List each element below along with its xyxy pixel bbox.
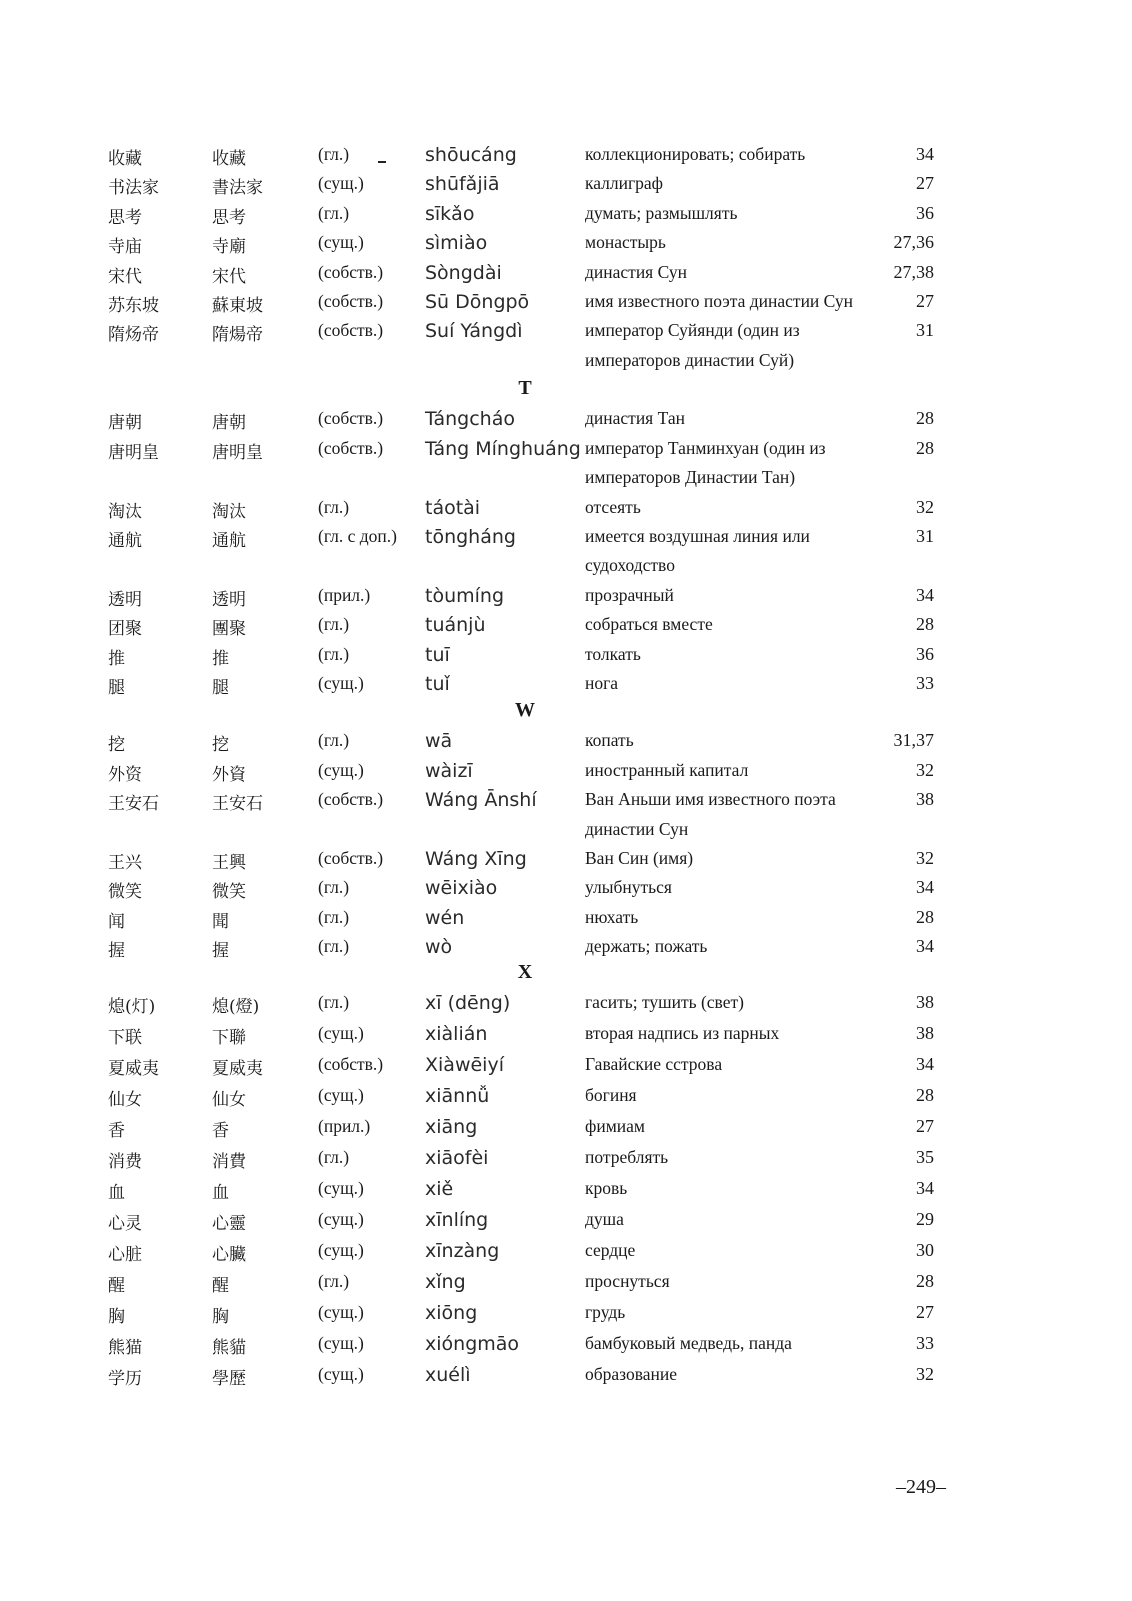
translation: имеется воздушная линия или (585, 526, 810, 546)
pinyin: Wáng Xīng (425, 848, 527, 870)
lesson-number: 28 (916, 906, 934, 927)
translation: душа (585, 1209, 624, 1230)
simplified-word: 仙女 (108, 1090, 142, 1111)
pinyin: wā (425, 730, 453, 753)
translation: Ван Син (имя) (585, 848, 694, 868)
glossary-entry (0, 1147, 1132, 1177)
lesson-number: 34 (916, 584, 934, 605)
lesson-number: 31 (916, 320, 934, 341)
section-letter: W (515, 699, 535, 721)
translation-continuation: императоров Династии Тан) (585, 467, 796, 488)
part-of-speech: (собств.) (318, 261, 384, 282)
glossary-entry (0, 992, 1132, 1022)
traditional-word: 微笑 (212, 882, 246, 903)
lesson-number: 27 (916, 291, 934, 311)
part-of-speech: (сущ.) (318, 1364, 364, 1385)
translation: толкать (585, 643, 641, 664)
simplified-word: 收藏 (108, 149, 142, 169)
simplified-word: 王兴 (108, 853, 142, 873)
lesson-number: 38 (916, 1023, 934, 1044)
part-of-speech: (сущ.) (318, 759, 364, 780)
part-of-speech: (сущ.) (318, 1209, 364, 1230)
glossary-entry (0, 262, 1132, 292)
glossary-entry (0, 1054, 1132, 1084)
glossary-entry (0, 730, 1132, 760)
lesson-number: 31,37 (893, 730, 934, 751)
translation: грудь (585, 1302, 626, 1323)
part-of-speech: (гл.) (318, 1147, 350, 1168)
lesson-number: 32 (916, 848, 934, 868)
traditional-word: 外資 (212, 764, 246, 785)
pinyin: xīnzàng (425, 1240, 500, 1263)
simplified-word: 消费 (108, 1152, 142, 1173)
glossary-entry (0, 848, 1132, 878)
pinyin: xiě (425, 1178, 454, 1201)
glossary-entry (0, 1085, 1132, 1115)
simplified-word: 隋炀帝 (108, 325, 159, 346)
lesson-number: 36 (916, 202, 934, 223)
traditional-word: 唐明皇 (212, 442, 263, 463)
glossary-entry (0, 907, 1132, 937)
translation-continuation: династии Сун (585, 818, 689, 839)
pinyin: Tángcháo (425, 408, 515, 431)
translation: нога (585, 673, 619, 693)
section-letter: X (517, 961, 533, 983)
translation: гасить; тушить (свет) (585, 992, 744, 1013)
pinyin: Suí Yángdì (425, 320, 523, 343)
glossary-entry (0, 614, 1132, 644)
part-of-speech: (гл.) (318, 496, 350, 517)
glossary-entry (0, 936, 1132, 966)
glossary-entry (0, 1302, 1132, 1332)
lesson-number: 35 (916, 1147, 934, 1168)
translation: богиня (585, 1085, 637, 1106)
page-number: –249– (896, 1476, 946, 1498)
pinyin: xióngmāo (425, 1333, 520, 1356)
traditional-word: 仙女 (212, 1090, 246, 1111)
translation: каллиграф (585, 173, 664, 194)
glossary-entry (0, 1178, 1132, 1208)
lesson-number: 27 (916, 1302, 934, 1323)
translation-continuation: императоров династии Суй) (585, 349, 795, 370)
traditional-word: 通航 (212, 531, 246, 551)
translation: нюхать (585, 906, 639, 927)
glossary-entry (0, 1116, 1132, 1146)
part-of-speech: (прил.) (318, 584, 371, 605)
simplified-word: 唐朝 (108, 413, 142, 434)
lesson-number: 32 (916, 496, 934, 517)
simplified-word: 淘汰 (108, 501, 142, 522)
simplified-word: 挖 (108, 735, 125, 756)
lesson-number: 38 (916, 789, 934, 810)
traditional-word: 握 (212, 941, 229, 962)
traditional-word: 蘇東坡 (212, 296, 263, 316)
lesson-number: 32 (916, 1364, 934, 1385)
pinyin: xiàlián (425, 1023, 488, 1046)
pinyin: wén (425, 906, 465, 929)
traditional-word: 團聚 (212, 619, 246, 640)
lesson-number: 27 (916, 1116, 934, 1137)
pinyin: shōucáng (425, 144, 517, 166)
lesson-number: 36 (916, 643, 934, 664)
part-of-speech: (сущ.) (318, 1085, 364, 1106)
lesson-number: 28 (916, 614, 934, 635)
glossary-entry (0, 789, 1132, 819)
translation: фимиам (585, 1116, 645, 1137)
glossary-entry (0, 497, 1132, 527)
glossary-entry (0, 1240, 1132, 1270)
simplified-word: 微笑 (108, 882, 142, 903)
simplified-word: 宋代 (108, 266, 142, 287)
translation: император Суйянди (один из (585, 320, 800, 341)
simplified-word: 腿 (108, 678, 125, 698)
glossary-entry (0, 438, 1132, 468)
traditional-word: 王安石 (212, 794, 263, 815)
part-of-speech: (гл.) (318, 992, 350, 1013)
section-letter: T (518, 377, 532, 399)
pinyin: wēixiào (425, 877, 498, 900)
pinyin: xī (dēng) (425, 992, 511, 1015)
translation: думать; размышлять (585, 202, 738, 223)
simplified-word: 外资 (108, 764, 142, 785)
translation: династия Тан (585, 408, 685, 429)
glossary-entry (0, 877, 1132, 907)
lesson-number: 34 (916, 936, 934, 957)
glossary-entry (0, 1333, 1132, 1363)
simplified-word: 透明 (108, 589, 142, 610)
simplified-word: 唐明皇 (108, 442, 159, 463)
glossary-entry (0, 144, 1132, 174)
part-of-speech: (гл. с доп.) (318, 526, 397, 546)
simplified-word: 胸 (108, 1307, 125, 1328)
simplified-word: 苏东坡 (108, 296, 159, 316)
translation: копать (585, 730, 634, 751)
pinyin: sìmiào (425, 232, 488, 255)
pinyin: xiāng (425, 1116, 478, 1139)
translation: коллекционировать; собирать (585, 144, 806, 164)
translation: вторая надпись из парных (585, 1023, 780, 1044)
glossary-entry (0, 232, 1132, 262)
glossary-entry (0, 585, 1132, 615)
translation: прозрачный (585, 584, 674, 605)
translation: потреблять (585, 1147, 669, 1168)
part-of-speech: (гл.) (318, 906, 350, 927)
lesson-number: 31 (916, 526, 934, 546)
traditional-word: 熄(燈) (212, 997, 260, 1018)
traditional-word: 血 (212, 1183, 229, 1204)
pinyin: xiāofèi (425, 1147, 489, 1170)
simplified-word: 下联 (108, 1028, 142, 1049)
part-of-speech: (сущ.) (318, 1333, 364, 1354)
traditional-word: 心靈 (212, 1214, 246, 1235)
lesson-number: 38 (916, 992, 934, 1013)
lesson-number: 30 (916, 1240, 934, 1261)
translation: отсеять (585, 496, 641, 517)
traditional-word: 香 (212, 1121, 229, 1142)
part-of-speech: (собств.) (318, 848, 384, 868)
translation: иностранный капитал (585, 759, 749, 780)
part-of-speech: (сущ.) (318, 673, 364, 693)
traditional-word: 消費 (212, 1152, 246, 1173)
translation: император Танминхуан (один из (585, 437, 826, 458)
traditional-word: 淘汰 (212, 501, 246, 522)
simplified-word: 闻 (108, 911, 125, 932)
simplified-word: 心灵 (108, 1214, 142, 1235)
pinyin: tuī (425, 643, 450, 666)
lesson-number: 34 (916, 877, 934, 898)
simplified-word: 推 (108, 648, 125, 669)
simplified-word: 血 (108, 1183, 125, 1204)
glossary-entry (0, 1364, 1132, 1394)
translation: образование (585, 1364, 678, 1385)
traditional-word: 思考 (212, 207, 246, 228)
pinyin: xīnlíng (425, 1209, 489, 1232)
traditional-word: 宋代 (212, 266, 246, 287)
simplified-word: 寺庙 (108, 237, 142, 258)
glossary-entry (0, 1209, 1132, 1239)
pinyin: xiōng (425, 1302, 478, 1325)
simplified-word: 熄(灯) (108, 997, 156, 1018)
part-of-speech: (гл.) (318, 877, 350, 898)
traditional-word: 學歷 (212, 1369, 246, 1390)
translation: династия Сун (585, 261, 687, 282)
part-of-speech: (сущ.) (318, 1178, 364, 1199)
translation: монастырь (585, 232, 666, 253)
translation: сердце (585, 1240, 636, 1261)
part-of-speech: (гл.) (318, 202, 350, 223)
glossary-entry (0, 408, 1132, 438)
part-of-speech: (сущ.) (318, 1240, 364, 1261)
part-of-speech: (гл.) (318, 730, 350, 751)
print-mark (378, 161, 386, 163)
traditional-word: 書法家 (212, 178, 263, 199)
glossary-entry (0, 526, 1132, 556)
lesson-number: 34 (916, 1054, 934, 1075)
pinyin: xǐng (425, 1271, 466, 1294)
lesson-number: 34 (916, 144, 934, 164)
traditional-word: 心臟 (212, 1245, 246, 1266)
part-of-speech: (сущ.) (318, 1302, 364, 1323)
simplified-word: 心脏 (108, 1245, 142, 1266)
pinyin: tòumíng (425, 584, 505, 607)
pinyin: tuǐ (425, 673, 450, 695)
simplified-word: 香 (108, 1121, 125, 1142)
part-of-speech: (сущ.) (318, 232, 364, 253)
simplified-word: 熊猫 (108, 1338, 142, 1359)
glossary-entry (0, 644, 1132, 674)
traditional-word: 隋煬帝 (212, 325, 263, 346)
lesson-number: 27,38 (893, 261, 934, 282)
pinyin: Táng Mínghuáng (425, 437, 581, 460)
translation: собраться вместе (585, 614, 713, 635)
simplified-word: 思考 (108, 207, 142, 228)
translation-continuation: судоходство (585, 555, 675, 576)
traditional-word: 挖 (212, 735, 229, 756)
translation: держать; пожать (585, 936, 708, 957)
traditional-word: 下聯 (212, 1028, 246, 1049)
lesson-number: 27,36 (893, 232, 934, 253)
part-of-speech: (гл.) (318, 643, 350, 664)
lesson-number: 28 (916, 1271, 934, 1292)
simplified-word: 书法家 (108, 178, 159, 199)
pinyin: xuélì (425, 1364, 471, 1387)
part-of-speech: (собств.) (318, 320, 384, 341)
simplified-word: 王安石 (108, 794, 159, 815)
part-of-speech: (собств.) (318, 789, 384, 810)
lesson-number: 28 (916, 1085, 934, 1106)
pinyin: sīkǎo (425, 202, 475, 225)
part-of-speech: (сущ.) (318, 173, 364, 194)
part-of-speech: (прил.) (318, 1116, 371, 1137)
traditional-word: 腿 (212, 678, 229, 698)
translation: бамбуковый медведь, панда (585, 1333, 792, 1354)
pinyin: wàizī (425, 759, 473, 782)
glossary-entry (0, 1023, 1132, 1053)
lesson-number: 34 (916, 1178, 934, 1199)
pinyin: táotài (425, 496, 481, 519)
part-of-speech: (собств.) (318, 437, 384, 458)
lesson-number: 29 (916, 1209, 934, 1230)
lesson-number: 27 (916, 173, 934, 194)
part-of-speech: (гл.) (318, 936, 350, 957)
pinyin: shūfǎjiā (425, 173, 500, 196)
traditional-word: 透明 (212, 589, 246, 610)
part-of-speech: (гл.) (318, 614, 350, 635)
simplified-word: 握 (108, 941, 125, 962)
traditional-word: 推 (212, 648, 229, 669)
traditional-word: 唐朝 (212, 413, 246, 434)
traditional-word: 聞 (212, 911, 229, 932)
pinyin: tuánjù (425, 614, 486, 637)
translation: проснуться (585, 1271, 670, 1292)
pinyin: Xiàwēiyí (425, 1054, 504, 1077)
glossary-entry (0, 1271, 1132, 1301)
traditional-word: 熊貓 (212, 1338, 246, 1359)
traditional-word: 寺廟 (212, 237, 246, 258)
glossary-entry (0, 203, 1132, 233)
part-of-speech: (собств.) (318, 291, 384, 311)
glossary-entry (0, 320, 1132, 350)
translation: Ван Аньши имя известного поэта (585, 789, 836, 810)
pinyin: wò (425, 936, 453, 959)
translation: улыбнуться (585, 877, 672, 898)
translation: имя известного поэта династии Сун (585, 291, 854, 311)
part-of-speech: (гл.) (318, 1271, 350, 1292)
glossary-entry (0, 673, 1132, 703)
traditional-word: 胸 (212, 1307, 229, 1328)
part-of-speech: (собств.) (318, 408, 384, 429)
pinyin: Sū Dōngpō (425, 291, 530, 313)
lesson-number: 28 (916, 408, 934, 429)
glossary-entry (0, 173, 1132, 203)
part-of-speech: (сущ.) (318, 1023, 364, 1044)
part-of-speech: (собств.) (318, 1054, 384, 1075)
simplified-word: 学历 (108, 1369, 142, 1390)
lesson-number: 32 (916, 759, 934, 780)
pinyin: Sòngdài (425, 261, 502, 284)
lesson-number: 33 (916, 1333, 934, 1354)
glossary-entry (0, 291, 1132, 321)
traditional-word: 王興 (212, 853, 246, 873)
pinyin: xiānnǚ (425, 1085, 490, 1108)
translation: кровь (585, 1178, 628, 1199)
lesson-number: 28 (916, 437, 934, 458)
simplified-word: 醒 (108, 1276, 125, 1297)
traditional-word: 收藏 (212, 149, 246, 169)
traditional-word: 醒 (212, 1276, 229, 1297)
simplified-word: 团聚 (108, 619, 142, 640)
lesson-number: 33 (916, 673, 934, 693)
part-of-speech: (гл.) (318, 144, 350, 164)
pinyin: tōngháng (425, 526, 516, 548)
simplified-word: 通航 (108, 531, 142, 551)
translation: Гавайские сстрова (585, 1054, 723, 1075)
simplified-word: 夏威夷 (108, 1059, 159, 1080)
traditional-word: 夏威夷 (212, 1059, 263, 1080)
pinyin: Wáng Ānshí (425, 789, 537, 812)
glossary-entry (0, 760, 1132, 790)
